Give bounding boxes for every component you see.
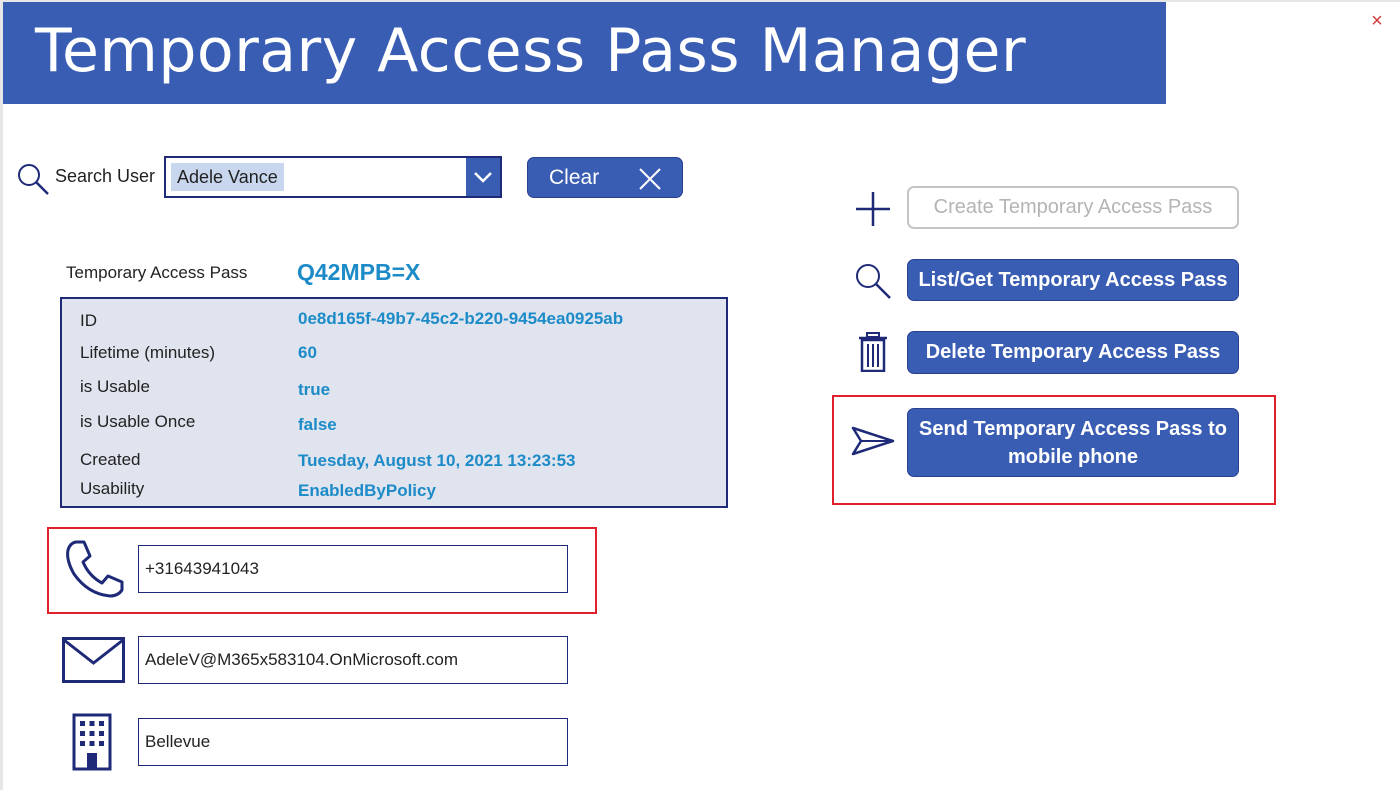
search-user-dropdown-button[interactable] [466,158,500,196]
clear-button-label: Clear [549,166,600,189]
create-tap-button[interactable] [907,186,1239,229]
detail-label-id: ID [80,311,97,330]
search-icon [14,160,52,198]
detail-label-created: Created [80,450,141,469]
chevron-down-icon [473,170,493,184]
detail-value-is-usable-once: false [298,415,337,434]
detail-value-lifetime: 60 [298,343,317,362]
send-icon [851,426,895,456]
mail-icon [62,637,125,683]
email-field[interactable]: AdeleV@M365x583104.OnMicrosoft.com [138,636,568,684]
plus-icon [854,190,892,228]
office-field[interactable]: Bellevue [138,718,568,766]
phone-icon [62,538,126,600]
send-tap-button-label-line1: Send Temporary Access Pass to [919,417,1227,440]
send-tap-button-label-line2: mobile phone [1008,445,1138,468]
detail-value-created: Tuesday, August 10, 2021 13:23:53 [298,451,576,470]
delete-tap-button-label: Delete Temporary Access Pass [925,341,1221,363]
list-get-tap-button-label: List/Get Temporary Access Pass [918,268,1228,291]
trash-icon [858,332,888,372]
phone-field[interactable]: +31643941043 [138,545,568,593]
detail-label-is-usable-once: is Usable Once [80,412,196,431]
tap-label: Temporary Access Pass [66,263,248,282]
search-user-selected-value[interactable]: Adele Vance [171,163,284,191]
close-icon [638,167,662,191]
detail-value-usability: EnabledByPolicy [298,481,436,500]
search-icon [853,261,893,301]
detail-value-is-usable: true [298,380,331,399]
create-tap-button-label: Create Temporary Access Pass [933,196,1213,218]
delete-tap-button[interactable] [907,331,1239,374]
detail-label-lifetime: Lifetime (minutes) [80,343,216,362]
close-icon[interactable]: × [1371,10,1383,32]
tap-code-value: Q42MPB=X [297,259,421,285]
tap-details-panel [60,297,728,508]
list-get-tap-button[interactable] [907,259,1239,301]
detail-value-id: 0e8d165f-49b7-45c2-b220-9454ea0925ab [298,309,624,328]
send-tap-to-phone-button[interactable] [907,408,1239,477]
window-frame-left [0,0,3,790]
detail-label-is-usable: is Usable [80,377,150,396]
search-user-label: Search User [55,166,156,186]
search-user-combobox[interactable] [164,156,502,198]
page-title: Temporary Access Pass Manager [35,16,1027,86]
building-icon [72,713,112,771]
app-header [3,2,1166,104]
detail-label-usability: Usability [80,479,145,498]
clear-button[interactable] [527,157,683,198]
